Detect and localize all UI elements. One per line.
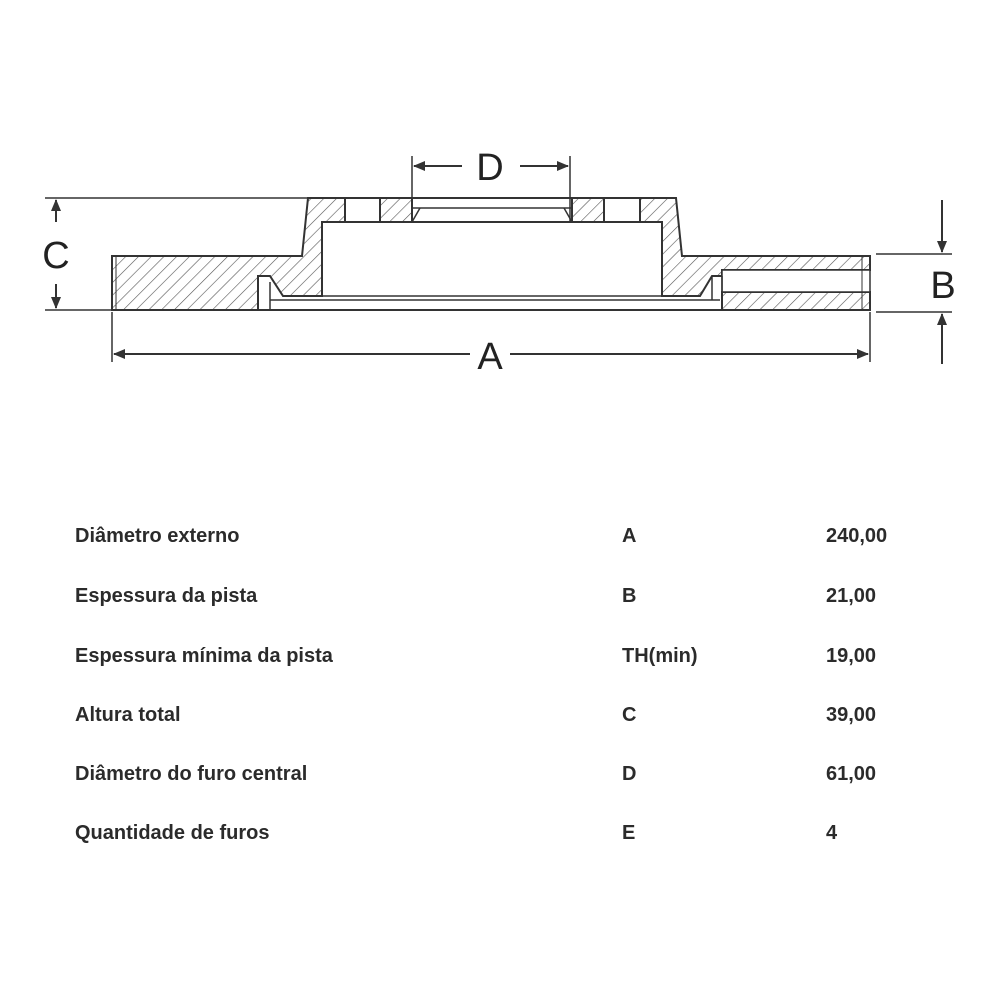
spec-code: TH(min) [622,645,698,667]
dimension-label-d: D [476,147,504,189]
spec-value: 21,00 [826,585,877,607]
spec-label: Altura total [75,704,181,726]
hat-cavity [258,222,722,310]
spec-label: Diâmetro do furo central [75,763,308,785]
spec-row-quantidade-furos [0,813,1000,853]
spec-row-espessura-minima [0,636,1000,676]
dimension-label-b: B [930,265,956,307]
spec-label: Diâmetro externo [75,525,240,547]
spec-label: Espessura da pista [75,585,258,607]
spec-value: 19,00 [826,645,877,667]
brake-disc-cross-section-drawing [0,0,1000,460]
dimension-label-a: A [477,336,503,378]
dimension-a [112,312,870,378]
spec-code: E [622,822,636,844]
spec-code: A [622,525,637,547]
spec-value: 4 [826,822,838,844]
spec-value: 39,00 [826,704,877,726]
dimension-label-c: C [42,235,70,277]
spec-label: Quantidade de furos [75,822,270,844]
spec-code: C [622,704,637,726]
spec-row-diametro-furo-central [0,754,1000,794]
spec-label: Espessura mínima da pista [75,645,333,667]
spec-value: 240,00 [826,525,888,547]
spec-code: D [622,763,637,785]
dimension-d [412,147,570,222]
spec-code: B [622,585,637,607]
spec-row-diametro-externo [0,516,1000,556]
spec-row-espessura-pista [0,576,1000,616]
disc-section-left [112,198,345,310]
disc-top-ring [345,198,640,222]
spec-row-altura-total [0,695,1000,735]
spec-value: 61,00 [826,763,877,785]
dimension-b [876,200,956,364]
